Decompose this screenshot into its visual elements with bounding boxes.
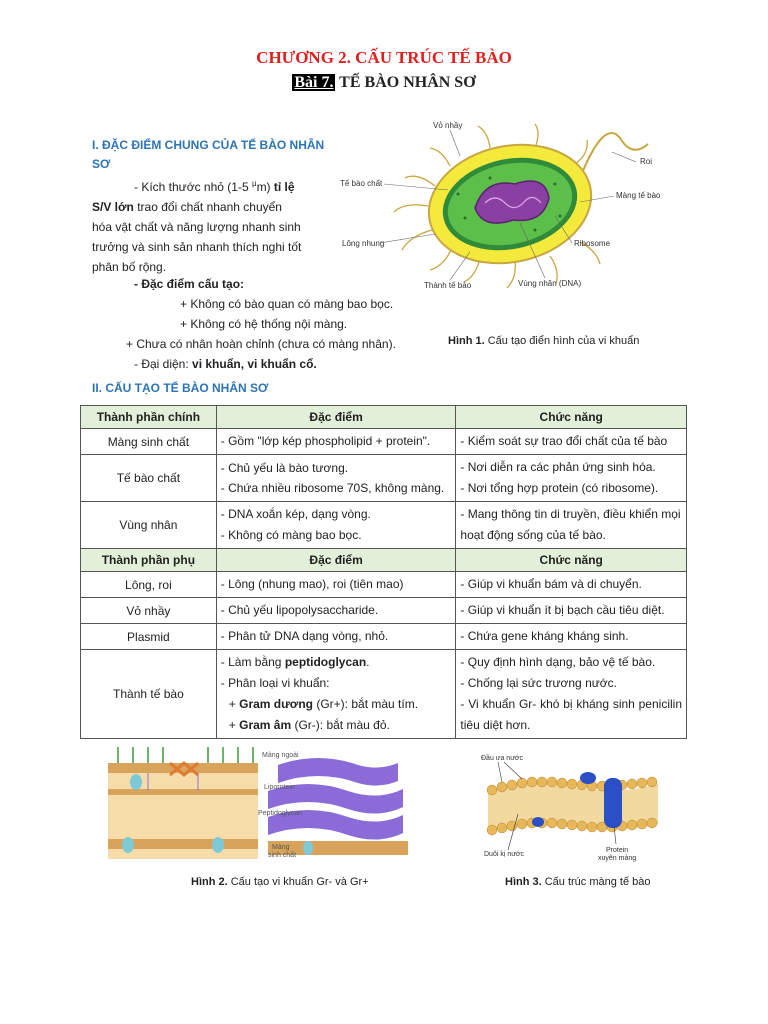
table-row: Màng sinh chất - Gồm "lớp kép phospholipid + protein". - Kiểm soát sự trao đổi chất của tế bào [81,429,687,455]
figure-1-caption: Hình 1. Cấu tạo điển hình của vi khuẩn [448,335,640,347]
bacterium-diagram [340,118,670,298]
table-header-row [81,406,687,429]
membrane-diagram [478,752,668,867]
table-header: Chức năng [456,406,687,429]
gram-wall-diagram [108,745,408,870]
representatives: - Đại diện: vi khuẩn, vi khuẩn cổ. [134,357,317,371]
table-row: Vùng nhân - DNA xoắn kép, dạng vòng. - Không có màng bao bọc. - Mang thông tin di truyền, điều khiển mọi hoạt động sống của tế bào. [81,502,687,549]
lesson-title [0,74,768,92]
chapter-title: CHƯƠNG 2. CẤU TRÚC TẾ BÀO [256,48,512,67]
label-capsule: Vỏ nhầy [433,121,463,130]
label-hydrophobic-tail: Duôi kị nước [484,851,525,858]
label-plasma-membrane-2: sinh chất [268,852,297,859]
section-1-title: I. ĐẶC ĐIỂM CHUNG CỦA TẾ BÀO NHÂN SƠ [92,138,325,171]
label-lipoprotein: Liporotein [264,784,295,791]
label-cytoplasm: Tế bào chất [340,179,383,188]
table-header: Thành phần chính [81,406,217,429]
table-row: Thành tế bào - Làm bằng peptidoglycan. - Phân loại vi khuẩn: + Gram dương (Gr+): bắt màu tím. + Gram âm (Gr-): bắt màu đỏ. - Quy định hình dạng, bảo vệ tế bào. - Chống lại sức trương nước. - Vi khuẩn Gr- khó bị kháng sinh penicilin tiêu diệt hơn. [81,650,687,739]
label-nucleoid: Vùng nhân (DNA) [518,279,582,288]
label-membrane: Màng tế bào [616,191,661,200]
label-flagellum: Roi [640,157,653,166]
label-protein-2: xuyên màng [598,855,637,862]
label-peptidoglycan: Peptidoglycan [258,810,302,817]
table-row: Plasmid - Phân tử DNA dạng vòng, nhỏ. - Chứa gene kháng kháng sinh. [81,624,687,650]
label-ribosome: Ribosome [574,239,611,248]
label-hydrophilic-head: Đầu ưa nước [481,755,523,762]
table-header: Đặc điểm [216,549,456,572]
section-2-title: II. CẤU TẠO TẾ BÀO NHÂN SƠ [92,381,269,395]
label-plasma-membrane: Màng [272,844,290,851]
table-header: Thành phần phụ [81,549,217,572]
table-row: Vỏ nhầy - Chủ yếu lipopolysaccharide. - Giúp vi khuẩn ít bị bạch cầu tiêu diệt. [81,598,687,624]
figure-3-caption: Hình 3. Cấu trúc màng tế bào [505,876,651,888]
structure-bullet: + Không có bào quan có màng bao bọc. [180,297,394,311]
table-row: Lông, roi - Lông (nhung mao), roi (tiên mao) - Giúp vi khuẩn bám và di chuyển. [81,572,687,598]
table-header: Đặc điểm [216,406,456,429]
structure-table [80,405,687,739]
lesson-name: TẾ BÀO NHÂN SƠ [335,74,476,91]
lesson-number: Bài 7. [294,74,334,91]
label-pili: Lông nhung [342,239,385,248]
table-header: Chức năng [456,549,687,572]
label-cell-wall: Thành tế bào [424,281,472,290]
table-subheader-row [81,549,687,572]
label-outer-membrane: Màng ngoài [262,752,299,759]
figure-2-caption: Hình 2. Cấu tạo vi khuẩn Gr- và Gr+ [191,876,369,888]
label-protein: Protein [606,847,629,854]
table-row: Tế bào chất - Chủ yếu là bào tương. - Chứa nhiều ribosome 70S, không màng. - Nơi diễn ra các phản ứng sinh hóa. - Nơi tổng hợp protein (có ribosome). [81,455,687,502]
structure-bullet: + Không có hệ thống nội màng. [180,317,348,331]
structure-bullet: + Chưa có nhân hoàn chỉnh (chưa có màng nhân). [126,337,396,351]
structure-label: - Đặc điểm cấu tạo: [134,277,245,291]
section-1-paragraph: - Kích thước nhỏ (1-5 $^\mu$m) tỉ lệ S/V lớn trao đổi chất nhanh chuyển hóa vật chất và năng lượng nhanh sinh trưởng và sinh sản nhanh thích nghi tốt phân bố rộng. [92,179,302,274]
